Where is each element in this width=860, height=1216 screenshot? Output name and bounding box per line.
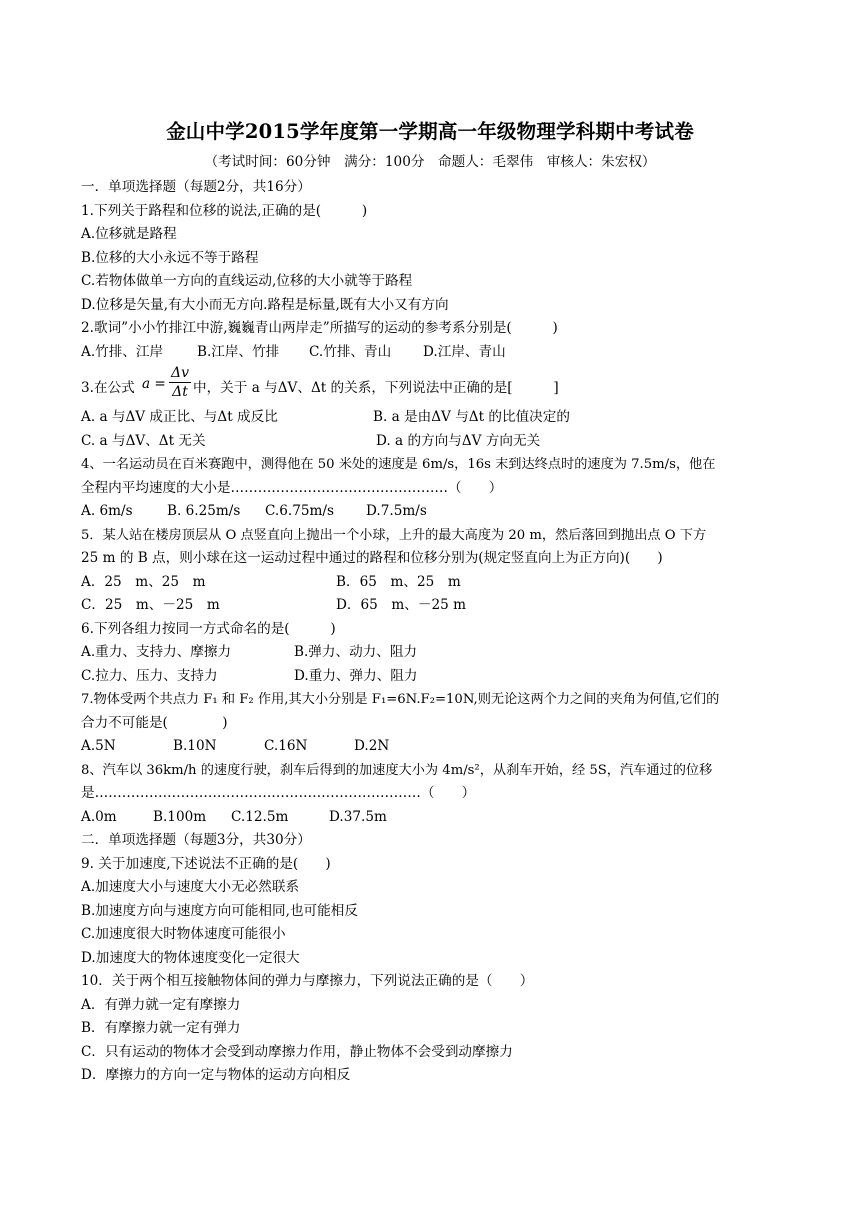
q3-formula-denominator: Δt [172,384,188,400]
q1-stem: 1.下列关于路程和位移的说法,正确的是( ) [81,202,368,219]
q6-option-d: D.重力、弹力、阻力 [294,667,418,684]
q7-option-d: D.2N [354,738,390,754]
q3-formula-numerator: Δv [170,365,190,381]
q8-options [81,806,781,830]
q3-formula-fraction [169,364,191,401]
q2-stem: 2.歌词”小小竹排江中游,巍巍青山两岸走”所描写的运动的参考系分别是( ) [81,320,558,336]
q10-option-b: B．有摩擦力就一定有弹力 [81,1020,241,1036]
q5-options-row2 [81,594,781,618]
q8-option-b: B.100m [153,808,207,825]
q6-option-b: B.弹力、动力、阻力 [294,644,418,660]
q8-option-c: C.12.5m [231,808,289,825]
exam-title: 金山中学2015学年度第一学期高一年级物理学科期中考试卷 [166,120,694,143]
q10-stem: 10．关于两个相互接触物体间的弹力与摩擦力，下列说法正确的是（ ） [81,973,534,989]
q5-option-b: B．65 m、25 m [336,573,461,590]
q8-option-d: D.37.5m [329,808,387,825]
q9-option-d: D.加速度大的物体速度变化一定很大 [81,949,300,966]
q7-option-a: A.5N [81,738,116,754]
q6-stem: 6.下列各组力按同一方式命名的是( ) [81,620,336,637]
q6-options-row1 [81,641,781,665]
q5-option-d: D．65 m、－25 m [336,597,466,613]
q3-options-row2 [81,430,781,454]
q8-stem-line2: 是………………………………………………………………（ ） [81,785,476,801]
q2-option-c: C.竹排、青山 [309,343,392,360]
q2-option-d: D.江岸、青山 [423,343,506,360]
q1-option-c: C.若物体做单一方向的直线运动,位移的大小就等于路程 [81,273,413,289]
q8-stem-line1: 8、汽车以 36km/h 的速度行驶，刹车后得到的加速度大小为 4m/s²，从刹车开始，经 5S，汽车通过的位移 [81,762,713,778]
section-heading-1: 一．单项选择题（每题2分，共16分） [81,179,311,195]
q5-option-a: A．25 m、25 m [81,573,206,590]
q3-prefix: 3.在公式 [81,380,135,396]
q5-stem-line1: 5．某人站在楼房顶层从 O 点竖直向上抛出一个小球，上升的最大高度为 20 m，然后落回到抛出点 O 下方 [81,527,707,543]
q9-stem: 9. 关于加速度,下述说法不正确的是( ) [81,855,331,872]
exam-subtitle: （考试时间：60分钟 满分：100分 命题人：毛翠伟 审核人：朱宏权） [204,154,656,170]
q10-option-c: C．只有运动的物体才会受到动摩擦力作用，静止物体不会受到动摩擦力 [81,1043,513,1060]
q10-option-a: A．有弹力就一定有摩擦力 [81,996,241,1013]
q7-options [81,735,781,759]
q3-option-a: A. a 与ΔV 成正比、与Δt 成反比 [81,409,278,425]
q4-stem-line2: 全程内平均速度的大小是…………………………………………（ ） [81,479,503,496]
q9-option-c: C.加速度很大时物体速度可能很小 [81,926,286,942]
exam-body [81,166,781,1088]
q7-option-b: B.10N [173,738,217,754]
q9-option-a: A.加速度大小与速度大小无必然联系 [81,879,300,895]
q5-options-row1 [81,571,781,595]
q8-option-a: A.0m [81,808,117,825]
q2-option-b: B.江岸、竹排 [197,343,280,360]
q3-options-row1 [81,406,781,430]
q5-option-c: C．25 m、－25 m [81,597,220,613]
q4-option-a: A. 6m/s [81,503,133,519]
q2-options [81,341,781,365]
q4-option-c: C.6.75m/s [265,503,334,519]
q3-option-c: C. a 与ΔV、Δt 无关 [81,432,206,449]
q1-option-d: D.位移是矢量,有大小而无方向.路程是标量,既有大小又有方向 [81,296,449,313]
q7-stem-line1: 7.物体受两个共点力 F₁ 和 F₂ 作用,其大小分别是 F₁=6N.F₂=10N,则无论这两个力之间的夹角为何值,它们的 [81,692,720,707]
q6-option-a: A.重力、支持力、摩擦力 [81,644,232,660]
q4-options [81,500,781,524]
q4-stem-line1: 4、一名运动员在百米赛跑中，测得他在 50 米处的速度是 6m/s，16s 末到达终点时的速度为 7.5m/s，他在 [81,457,716,472]
q3-stem [81,364,781,406]
q3-option-b: B. a 是由ΔV 与Δt 的比值决定的 [373,409,570,425]
section-heading-2: 二．单项选择题（每题3分，共30分） [81,832,311,848]
q1-option-b: B.位移的大小永远不等于路程 [81,249,259,266]
q6-options-row2 [81,665,781,689]
q3-formula-lhs: a = [142,376,166,392]
q3-option-d: D. a 的方向与ΔV 方向无关 [376,432,541,449]
q4-option-d: D.7.5m/s [366,503,427,519]
q9-option-b: B.加速度方向与速度方向可能相同,也可能相反 [81,902,358,919]
q10-option-d: D．摩擦力的方向一定与物体的运动方向相反 [81,1067,351,1083]
q4-option-b: B. 6.25m/s [167,503,241,519]
q1-option-a: A.位移就是路程 [81,226,177,242]
q6-option-c: C.拉力、压力、支持力 [81,667,218,684]
q3-suffix: 中，关于 a 与ΔV、Δt 的关系，下列说法中正确的是[ ] [193,380,559,396]
q7-option-c: C.16N [264,738,308,754]
q2-option-a: A.竹排、江岸 [81,343,164,360]
q5-stem-line2: 25 m 的 B 点，则小球在这一运动过程中通过的路程和位移分别为(规定竖直向上为正方向)( ) [81,550,663,566]
q7-stem-line2: 合力不可能是( ) [81,714,228,731]
